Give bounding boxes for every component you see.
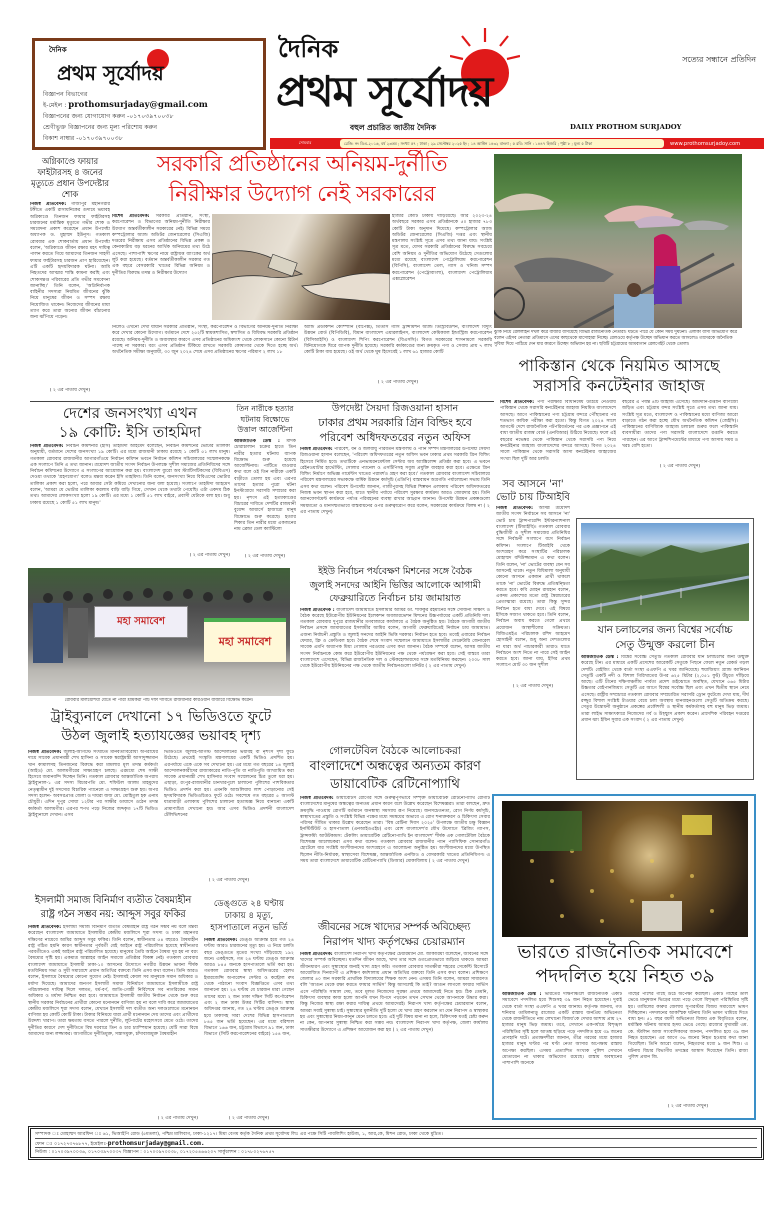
ad-line-5: বিকাশ নাম্বার -০১৭০৩৯৭০০৩৮ <box>43 135 123 142</box>
tribunal-text-right: ভিডিওতে জুলাই-আগস্ট আন্দোলনের ভয়াবহ বা নৃশংস দৃশ্য ফুটে উঠেছে। প্রথমেই সংস্কৃতি মন্ত্রণালয়ের একটি ভিডিও প্রদর্শিত হয়। এরপর্যায়ে একে একে সব দেখানো হয়। এর মধ্যে গত বছরের ১৪ জুলাই আন্দোলনকারীদের রাজাকারের নাতি-পুতি বা নাতিপুতি আখ্যায়িত করা সাবেক প্রধানমন্ত্রী শেখ হাসিনার সংবাদ সম্মেলনের চিত্র তুলে ধরা হয়। এছাড়া, রংপুর-রাজধানীর চানখারপুলে চালানো পুলিশের পাশবিকতার ভিডিও প্রদর্শন করা হয়। এমনকি আশুলিয়ায় লাশ পোড়ানোর সেই হৃদয়বিদারক ভিডিওচিত্রও ফুটে ওঠে। সবশেষে গত বছরের ৫ আগস্ট যাত্রাবাড়ী এলাকায় পুলিশের চালানো হত্যাযজ্ঞ নিয়ে বানানো একটি প্রামাণ্যচিত্র দেখানো হয়। আর এসব ভিডিও প্রদর্শনী বাংলাদেশ টেলিভিশনের <box>164 750 294 818</box>
diabetic-headline-2[interactable]: ডায়াবেটিক রেটিনোপ্যাথি <box>330 777 460 792</box>
ad-email-line <box>43 100 255 111</box>
food-headline-1[interactable]: জীবনের সঙ্গে খাদ্যের সম্পর্ক অবিচ্ছেদ্য <box>318 921 470 933</box>
lead-text-bottom-right: অ্যান্ড প্রডাকশন কোম্পানি (বাপেক্স), তিতাস গ্যাস ট্রান্সমিশন অ্যান্ড ডিস্ট্রিবিউশন, বাংলাদেশ বিদ্যুৎ উন্নয়ন বোর্ড (বিপিডিবি), বিমান বাংলাদেশ এয়ারলাইনস, বাংলাদেশ কেমিক্যাল ইন্ডাস্ট্রিজ করপোরেশন (বিসিআইসি) ও বাংলাদেশ শিপিং করপোরেশন (বিএসসি)। বিগত সরকারের শাসনামলে সরকারি বিনিয়োগকে ঘিরে ব্যাপক দুর্নীতি হয়েছে। সরকারি কর্মকাণ্ডের জন্য ক্রয়কৃত পণ্য ও সেবায় প্রায় ৭ লাখ কোটি টাকা ব্যয় হয়েছে। ওই অর্থ থেকে ঘুষ হিসেবেই ১ লাখ ৬১ হাজার কোটি <box>304 325 492 356</box>
lead-body-bottom-right <box>304 325 492 375</box>
article-no-vote <box>496 478 570 692</box>
green-byline: নিজস্ব প্রতিবেদক: <box>300 447 333 452</box>
argentina-continued[interactable]: ( ২ এর পাতায় দেখুন) <box>244 554 286 559</box>
diabetic-kicker: গোলটেবিল বৈঠকে আলোচকরা <box>329 745 461 757</box>
dengue-continued[interactable]: ( ২ এর পাতায় দেখুন) <box>228 1116 270 1121</box>
eu-continued[interactable]: ( ২ এর পাতায় দেখুন) <box>425 664 466 670</box>
rally-banner-2 <box>204 618 286 662</box>
green-kicker: উপদেষ্টা সৈয়দা রিজওয়ানা হাসান <box>331 403 459 414</box>
footer-line-3: নিউজ : ০১৭০৩৯৭০০৩৬, ০১৭০৩৯৭০০৩৭ বিজ্ঞাপন : ০১৭০৩৯৭০০৩৮, ০১৭২০৫৪৬৬২০৭ সার্কুলেশন : ০১৭৮০২৭৬৭৫৭ <box>35 1150 275 1155</box>
argentina-body <box>234 439 296 552</box>
no-vote-continued[interactable]: ( ২ এর পাতায় দেখুন) <box>512 684 554 689</box>
footer-imprint <box>28 1126 764 1160</box>
ad-line-4: শ্রেণীভুক্ত বিজ্ঞাপনের জন্য মূল্য পরিশোধ করুন <box>43 124 158 131</box>
eu-body <box>300 608 490 734</box>
fire-text: গাজীপুর মহানগরীর টঙ্গীতে একটি রাসায়নিকের গুদামে ভয়াবহ অগ্নিকাণ্ডে তিনজন ফায়ার ফাইটারসহ চারজনের মর্মান্তিক মৃত্যুতে গভীর শোক ও সমবেদনা প্রকাশ করেছেন প্রধান উপদেষ্টা অধ্যাপক ড. মুহাম্মদ ইউনূস। গতকাল রোববার এক শোকবার্তায় প্রধান উপদেষ্টা বলেন, 'অগ্নিকাণ্ডে জীবন রক্ষার মহৎ দায়িত্ব পালন করতে গিয়ে আমাদের তিনজন সাহসী ফায়ার ফাইটারসহ চারজন প্রাণ হারিয়েছেন। এটি একটি হৃদয়বিদারক ঘটনা। আমি নিহতদের আত্মার শান্তি কামনা করছি এবং শোকসন্তপ্ত পরিবারের প্রতি গভীর সমবেদনা জানাচ্ছি।' তিনি বলেন, 'অগ্নিনির্বাপক বাহিনীর সদস্যরা নিয়মিত জীবনের ঝুঁকি নিয়ে মানুষের জীবন ও সম্পদ রক্ষায় নিয়োজিত থাকেন। নিজেদের জীবনের মায়া ত্যাগ করে তারা অন্যের জীবন বাঁচানোর জন্য ঝাঁপিয়ে পড়েন। <box>30 202 110 321</box>
lead-text-bottom-left: নিলেও এখনো দেখা যায়নি সরকারি প্রতিষ্ঠান, সংস্থা, করপোরেশন ও বিভাগের অনিয়ম-দুর্নীতি নিরীক্ষা করে দেখার কোনো উদ্যোগ। বর্তমানে দেশে ২৫২টি স্বায়ত্তশাসিত, স্বশাসিত ও বিধিবদ্ধ সরকারি প্রতিষ্ঠান রয়েছে। অনিয়ম-দুর্নীতি ও অব্যবস্থার কারণে এসব প্রতিষ্ঠানের অধিকাংশ থেকে লোকসানে কোনো রিটার্ন পাচ্ছে না সরকার। বরং এসব প্রতিষ্ঠান টিকিয়ে রাখতে সরকারি কোষাগার থেকে দিতে হচ্ছে অর্থ। অর্থনৈতিক সমীক্ষা অনুযায়ী, ৩০ জুন ২০২৪ শেষে এসব প্রতিষ্ঠানের ঋণের পরিমাণ ২ লাখ ১৮ <box>112 325 298 356</box>
ad-line-1: বিজ্ঞাপন বিভাগের <box>43 91 88 98</box>
article-food <box>300 920 488 1124</box>
lead-byline: বিশেষ প্রতিবেদক: <box>112 214 150 219</box>
tribunal-text-left: জুলাই-আগস্টে সংঘটিত মানবতাবিরোধী অপরাধের দায়ে সাবেক প্রধানমন্ত্রী শেখ হাসিনা ও সাবেক স্বরাষ্ট্রমন্ত্রী আসাদুজ্জামান খান কামালসহ তিনজনের বিরুদ্ধে করা মামলার মূল তদন্ত কর্মকর্তা (আইও) মো. আলমগীরের সাক্ষ্যগ্রহণ চলছে। এরমধ্যে শেষ সাক্ষী হিসেবে জবানবন্দি দিচ্ছেন তিনি। গতকাল রোববার আন্তর্জাতিক অপরাধ ট্রাইব্যুনাল-১ এর সদস্য বিচারপতি মো. শফিউল আলম মাহমুদের নেতৃত্বাধীন দুই সদস্যের বিচারিক প্যানেলে এ সাক্ষ্যগ্রহণ শুরু হয়। অপর সদস্য হলেন- অবসরপ্রাপ্ত জেলা ও দায়রা জজ মো. মোহিতুল হক এনাম চৌধুরী। এদিন দুপুর সোয়া ১২টার পর সাক্ষীর ডায়াসে ওঠেন তদন্ত কর্মকর্তা আলমগীর। এরপর শপথ পড়ে নিজের জব্দকৃত ১৭টি ভিডিও ট্রাইব্যুনালে দেখান। এসব <box>28 750 158 818</box>
bridge-text: বিশ্বের সর্বোচ্চ সেতুটি গতকাল রোববার যান চলাচলের জন্য উন্মুক্ত করেছে চীন। এর মাধ্যমে একটি প্রদেশের আরেকটি সেতুকে পিছনে ফেলে নতুন রেকর্ড গড়ল দেশটি। বেইজিং থেকে বার্তা সংস্থা এএফপি এ খবর জানিয়েছে। হুয়াজিয়াং গ্র্যান্ড ক্যানিয়ন সেতুটি একটি নদী ও বিশাল গিরিখাতের উপর ৬২৫ মিটার (২,০৫১ ফুট) উঁচুতে দাঁড়িয়ে আছে। এটি চীনের দক্ষিণাঞ্চলীয় পার্বত্য প্রদেশ গুইঝোতে অবস্থিত, যেখানে ৫৬৫ মিটার উচ্চতার বেইপানজিয়াং সেতুটি এর আগে বিশ্বের সর্বোচ্চ ছিল এবং এখন দ্বিতীয় স্থানে নেমে এসেছে। রাষ্ট্রীয় সম্প্রচারে গতকাল রোববার সম্প্রচারিত সরাসরি ড্রোন ফুটেজে দেখা যায়, দীর্ঘ রজ্জুর বিশাল সংশ্লিষ্ট টাওয়ার বেয়ে চলা অবস্থায় যানবাহনগুলো সেতুটি অতিক্রম করছে। সেতুর উদ্বোধনী অনুষ্ঠানে প্রকল্পের প্রকৌশলী ও স্থানীয় কর্মকর্তাসহ বহু মানুষ ভিড় জমায়। তারা লাইভ সাক্ষাৎকারে নিজেদের গর্ব ও উচ্ছ্বাস প্রকাশ করেন। প্রাদেশিক পরিবহন দপ্তরের প্রধান ঝাং ইয়িন সুবার এক সংবাদ <box>581 655 749 723</box>
argentina-byline: আন্তর্জাতিক ডেস্ক : <box>234 439 280 444</box>
article-fire <box>30 156 110 396</box>
islami-text: ইসলামী সমাজ বিনির্মাণ ব্যতীত বৈষম্যহীন রাষ্ট্র গঠন সম্ভব নয় বলে মন্তব্য করেছেন বাংলাদেশ জামায়াতে ইসলামীর কেন্দ্রীয় মজলিসে শূরা সদস্য ও ঢাকা মহানগর দক্ষিণের নায়েবে আমির আব্দুস সবুর ফকির। তিনি বলেন, স্বাধীনতার ৫৪ বছরেও বৈষম্যহীন রাষ্ট্র গঠিত হয়নি কারণ স্বাধীনতার পূর্ববর্তী যেই আইনে রাষ্ট্র পরিচালিত হয়েছে স্বাধীনতার পরবর্তীতেও একই আইনে রাষ্ট্র পরিচালিত হয়েছে। মানুষের তৈরি আইনে বৈষম্য দূর হয় না বরং বৈষম্যের সৃষ্টি হয়। একমাত্র আল্লাহর আইন সমাজে প্রতিষ্ঠার বিকল্প নেই। গতকাল রোববার বাংলাদেশ জামায়াতে ইসলামী ঢাকা-১০ আসনের উদ্যোগে নগরীর উন্নয়ন ভাবনা শীর্ষক মতবিনিময় সভা ও সুধী সমাবেশে প্রধান অতিথির বক্তব্যে তিনি এসব কথা বলেন। তিনি আরও বলেন, ইসলামে বৈষম্যের কোনো সুযোগ নেই। ইসলামই কেবল সব মানুষকে সমান অধিকার ও মর্যাদা দিয়েছে। আমাদের জনগণ ইসলামী সমাজ বিনির্মাণে জামায়াতে ইসলামীকে রাষ্ট্র পরিচালনার দায়িত্ব দিলে দলমত, ধর্ম-বর্ণ, জাতি-গোষ্ঠী নির্বিশেষে সব নাগরিকের সমান অধিকার ও মর্যাদা নিশ্চিত করা হবে। জামায়াতে ইসলামী জাতীয় নির্বাচন থেকে শুরু করে স্থানীয় সরকার নির্বাচনের প্রার্থীরা কোনো মনোনয়ন বাণিজ্য হয় না বলে দাবি করে জামায়াতের কেন্দ্রীয় মজলিসে শূরা সদস্য বলেন, যেখানে ইসলামী দল ব্যতীত অন্য দলগুলোতে মনোনয়ন বাণিজ্য হয় কোটি কোটি টাকা। টাকার বিনিময়ে যারা প্রার্থী মনোনয়ন দেয় তাদের এবং প্রার্থীদের উদ্দেশ্য খারাপ। তারা ক্ষমতায় বসতে পারলে দুর্নীতি, লুটপাটের মহোৎসবে মেতে ওঠে। তাদের দুর্নীতির কারণে দেশ দুর্নীতিতে বিশ্ব দরবারে তিন ও চার চ্যাম্পিয়ান হয়েছে। যেটি সারা বিশ্বে আমাদের জন্য লজ্জাকর। আগামীতে দুর্নীতিমুক্ত, সন্ত্রাসমুক্ত, চাঁদাবাজমুক্ত বৈষম্যহীন <box>28 925 198 1038</box>
footer-line-1: সম্পাদক ঃ মোহাম্মদ আরফিন ঃ ৬১, ভিআইপি রোড (৫মতলা), পশ্চিম মালিবাগ, ঢাকা-১২১৭। মিমা বেগম কর্তৃক দৈনিক প্রথম সূর্যোদয় লিঃ এর পক্ষে সিটি পাবলিশিং হাউজ, ১, আর,কে, মিশন রোড, ঢাকা থেকে মুদ্রিত। <box>35 1130 757 1139</box>
no-vote-body <box>496 506 570 682</box>
lead-text-left: সরকারি প্রতিষ্ঠান, সংস্থা, করপোরেশন ও বিভাগের অনিয়ম-দুর্নীতি নিরীক্ষার উদ্যোগ অন্তর্বর্তীকালীন সরকারের নেই। বিভিন্ন সময়ে কম্পট্রোলার অ্যান্ড অডিটর জেনারেলের (সিএজি) দপ্তরের নিরীক্ষায় এসব প্রতিষ্ঠানের বিভিন্ন প্রকল্প ও কেনাকাটায় বড় ধরনের আর্থিক অনিয়মের তথ্য উঠে এসেছে। পাশাপাশি ঋণের নামে রাষ্ট্রায়ত্ত ব্যাংকের অর্থ লুট করা হয়েছে। বর্তমান অন্তর্বর্তীকালীন সরকার গত এক বছরে বেসরকারি খাতের বিভিন্ন অনিয়ম ও দুর্নীতির বিরুদ্ধে তদন্ত ও নিরীক্ষার উদ্যোগ <box>112 214 210 276</box>
footer-phone: ফোন ঃ ০১৭২৭৩৭৬৮৭৭, ইমেইলঃ- <box>35 1142 108 1147</box>
population-text: নির্বাচন কমিশনার (ইসি) তাহমিদা আহমেদ বলেছেন, নির্বাচন কমিশনের ভোটার তালিকা অনুযায়ী, বর্তমানে দেশের জনসংখ্যা ১৯ কোটি। এর মধ্যে রাজধানী ঢাকায় রয়েছে ১ কোটি ৫১ লাখ মানুষ। গতকাল রোববার রাজধানীর আগারগাঁওয়ে নির্বাচন কমিশন ভবনে নির্বাচন কমিশন সচিবালয়ের সম্মেলনকক্ষে এক সংলাপে তিনি এ তথ্য জানান। ত্রয়োদশ জাতীয় সংসদ নির্বাচন উপলক্ষে সুশীল সমাজের প্রতিনিধিদের সঙ্গে নির্বাচন কমিশনের উদ্যোগে এ সংলাপের আয়োজন করা হয়। বাংলাদেশ ব্যুরো অব স্ট্যাটিসটিকসের (বিবিএস) দেওয়া তথ্যকে 'গ্রহণযোগ্য' বলেও মন্তব্য করেন ইসি তাহমিদা। তিনি বলেন, জনসংখ্যা নিয়ে বিবিএসের ভোটার তালিকা প্রকাশ করা হলো, পরে আবার সেটা কমিয়ে দেখানোর জন্য বলা হয়েছে। সংলাপে তাহমিদা আহমেদ বলেন, 'আমরা যে ভোটার তালিকা করলাম বাড়ি বাড়ি গিয়ে, সেখান থেকে তথ্যটা পেয়েছি। এটা একদম ঠিক তথ্য। আমাদের লোকসংখ্যা হলো ১৯ কোটি। এর মধ্যে ১ কোটি ৫১ লাখ বাইরে, প্রবাসী যেটাকে বলা হয়। শুধু ঢাকায় রয়েছে ১ কোটি ৫১ লাখ মানুষ।' <box>30 444 230 506</box>
date-strip <box>270 138 764 149</box>
islami-headline-2[interactable]: রাষ্ট্র গঠন সম্ভব নয়: আব্দুস সবুর ফকির <box>40 909 186 920</box>
dengue-headline[interactable]: ডেঙ্গুতে ২৪ ঘণ্টায় ঢাকায় ৪ মৃত্যু, হাসপাতালে নতুন ভর্তি <box>210 899 288 933</box>
green-text: পরিবেশ, বন ও জলবায়ু পরিবর্তন মন্ত্রণালয় ও পানি সম্পদ মন্ত্রণালয়ের উপদেষ্টা সৈয়দা রিজওয়ানা হাসান বলেছেন, 'পরিবেশ অধিদফতরের নতুন অফিস ভবন ঢাকার প্রথম সরকারি গ্রিন বিল্ডিং হিসেবে নির্মিত হবে। তথ্যটিকে এনভায়রনমেন্টাল সেন্টার অব অ্যাক্সিলেন্স প্রতিষ্ঠা করা হবে। এ ভবনে রেইনওয়াটার হার্ভেস্টিং, সোলার প্যানেল ও এসটিপিসহ সবুজ প্রযুক্তি ব্যবহার করা হবে। এক্ষেত্রে গ্রিন বিল্ডিং নির্মাণে অভিজ্ঞ গার্মেন্টস খাতের পরামর্শও গ্রহণ করা হবে।' গতকাল রোববার বাংলাদেশ সচিবালয়ে পরিবেশ মন্ত্রণালয়ের সভাকক্ষে বার্ষিক উন্নয়ন কর্মসূচি (এডিপি) বাস্তবায়ন অগ্রগতি পর্যালোচনা সভায় তিনি এসব কথা বলেন। পরিবেশ উপদেষ্টা জানান, গাজীপুরসহ বিভিন্ন শিল্পঘন এলাকায় পরিবেশ অধিদফতরের নিজস্ব ভবন স্থাপন করা হবে, যাতে স্থানীয় পর্যায়ে পরিবেশ সুরক্ষার কার্যক্রম আরও জোরদার হয়। তিনি অ্যানফোর্সমেন্ট কার্যক্রমে পর্যাপ্ত পরিবহনের ব্যবস্থা রাখার আহ্বান জানান। উপদেষ্টা উন্নয়ন প্রকল্পগুলো সময়মতো ও মানসম্মতভাবে বাস্তবায়নের ওপর গুরুত্বারোপ করে বলেন, সরকারের কার্যক্রমে বিলম্ব না <box>300 447 490 509</box>
india-byline: আন্তর্জাতিক ডেস্ক : <box>502 992 542 997</box>
lead-photo-bribe <box>212 214 390 320</box>
india-body-left <box>502 992 622 1112</box>
eu-byline: নিজস্ব প্রতিবেদক : <box>300 607 335 613</box>
bridge-headline-2[interactable]: সেতু উন্মুক্ত করলো চীন <box>615 639 715 651</box>
article-argentina <box>234 404 296 562</box>
article-eu <box>300 565 490 739</box>
fire-byline: নিজস্ব প্রতিবেদক: <box>30 202 67 207</box>
population-body <box>30 444 230 551</box>
pakistan-continued[interactable]: ( ২ এর পাতায় দেখুন) <box>659 464 701 469</box>
article-pakistan <box>494 356 744 476</box>
article-bridge <box>576 518 754 780</box>
article-india <box>492 794 756 1120</box>
islami-body <box>28 925 198 1114</box>
islami-byline: নিজস্ব প্রতিবেদক: <box>28 925 62 930</box>
pakistan-text-left: পণ্য পরীক্ষার বিধিনিষেধ উঠিয়ে নেওয়ায় পাকিস্তান থেকে সরাসরি কনটেইনার জাহাজ নিয়মিত বাংলাদেশে আসছে। আগে পাকিস্তানের পণ্য চট্টগ্রাম বন্দরে পৌঁছানোর পর শতভাগ কায়িক পরীক্ষা করা হতো। কিন্তু বিগত ২০২৪ সালে আগস্টে দেশে রাজনৈতিক পটপরিবর্তনের পর এক প্রজ্ঞাপনে এই বাধা জাতীয় রাজস্ব বোর্ড (এনবিআর) উঠিয়ে নিয়েছে। ফলে এই বছরের নভেম্বর থেকে পাকিস্তান থেকে সরাসরি পণ্য নিয়ে কনটেইনার জাহাজ বাংলাদেশের বন্দরে আসছে। বিগত ২০২৪ সালে পাকিস্তান থেকে সরাসরি আসা কনটেইনার জাহাজের সংখ্যা ছিল দুটি আর চলতি <box>500 400 616 462</box>
article-green <box>300 402 490 562</box>
india-headline-1[interactable]: ভারতে রাজনৈতিক সমাবেশে <box>517 941 733 963</box>
india-headline-2[interactable]: পদদলিত হয়ে নিহত ৩৯ <box>535 965 715 987</box>
population-headline-2[interactable]: ১৯ কোটি: ইসি তাহমিদা <box>58 423 202 441</box>
tribunal-body-right <box>164 750 294 876</box>
lead-text-right: হাজার কোটি টাকায় দাঁড়িয়েছে। আর ২০২৩-২৪ অর্থবছরে সরকার এসব প্রতিষ্ঠানকে ৫০ হাজার ৭৮৩ কোটি টাকা অনুদান দিয়েছে। কম্পট্রোলার অ্যান্ড অডিটর জেনারেলের (সিএজি) দপ্তর এবং স্থানীয় মন্ত্রণালয় সংশ্লিষ্ট সূত্রে এসব তথ্য জানা যায়। সংশ্লিষ্ট সূত্র মতে, যেসব সরকারি প্রতিষ্ঠানের বিরুদ্ধে সবচেয়ে বেশি অনিয়ম ও দুর্নীতির অভিযোগ উঠেছে সেগুলোর মধ্যে রয়েছে বাংলাদেশ পেট্রোলিয়াম করপোরেশন (বিপিসি), বাংলাদেশ তেল, গ্যাস ও খনিজ সম্পদ করপোরেশন (পেট্রোবাংলা), বাংলাদেশ পেট্রোলিয়াম এক্সপ্লোরেশন <box>392 214 492 282</box>
pakistan-text-right: বছরের এ পর্যন্ত ৪টি জাহাজ এসেছে। আমদানি-রপ্তানি বাণিজ্যে জড়িত এবং চট্টগ্রাম বন্দর সংশ্লিষ্ট সূত্রে এসব তথ্য জানা যায়। সংশ্লিষ্ট সূত্র মতে, বাংলাদেশ ও পাকিস্তানের মধ্যে বাণিজ্য আরো বাড়াতে গঠন করা হচ্ছে যৌথ অর্থনৈতিক কমিশন (জেইসি)। পাকিস্তানের বাণিজ্যিক জাহাজ চলাচল শুরুর ফলে পাকিস্তানি ব্যবসায়ীরা তাদের পণ্য সরাসরি বাংলাদেশে রপ্তানি করতে পারছেন। এর আগে ট্রান্সশিপমেন্টের মাধ্যমে পণ্য আসায় সময় ও খরচ বেশি হতো। <box>622 400 738 450</box>
dengue-text: ডেঙ্গু আক্রান্ত হয়ে গত ২৪ ঘণ্টায় আরও চারজনের মৃত্যু হয়। এ নিয়ে চলতি বছর ডেঙ্গুতে মৃতের সংখ্যা দাঁড়িয়েছে ১৯২ জনে। একইসঙ্গে, গত ২৪ ঘণ্টায় ডেঙ্গু আক্রান্ত আরও ৮৪৫ জনকে হাসপাতালে ভর্তি করা হয়। গতকাল রোববার স্বাস্থ্য অধিদপ্তরের হেলথ ইমারজেন্সি অপারেশন সেন্টার ও কন্ট্রোল রুম থেকে পাঠানো সংবাদ বিজ্ঞপ্তিতে এসব তথ্য জানানো হয়। ২৪ ঘণ্টায় যে চারজন মারা গেছেন তাদের মধ্যে ২ জন ঢাকা দক্ষিণ সিটি কর্পোরেশন এবং ২ জন ঢাকা উত্তর সিটির বাসিন্দা। স্বাস্থ্য অধিদপ্তর জানায়, গত ২৪ ঘণ্টায় ডেঙ্গু আক্রান্ত হয়ে ঢাকাসহ সারা দেশের বিভিন্ন হাসপাতালে ৮৪৫ জন ভর্তি হয়েছেন। এর মধ্যে বরিশাল বিভাগে ১৬৬ জন, চট্টগ্রাম বিভাগে ৯১ জন, ঢাকা বিভাগে (সিটি করপোরেশনের বাইরে) ১৫৪ জন, <box>204 938 294 1038</box>
pakistan-headline-1[interactable]: পাকিস্তান থেকে নিয়মিত আসছে <box>518 356 720 375</box>
rally-banner-2-text: মহা সমাবেশ <box>218 634 272 648</box>
india-continued[interactable]: ( ২ এর পাতায় দেখুন) <box>667 1104 709 1109</box>
tribunal-byline: নিজস্ব প্রতিবেদক: <box>28 750 62 755</box>
population-continued[interactable]: ( ২ এর পাতায় দেখুন) <box>189 553 230 558</box>
no-vote-byline: নিজস্ব প্রতিবেদক: <box>496 506 533 511</box>
date-day: সোমবার <box>298 140 312 145</box>
article-tribunal <box>28 708 294 890</box>
tribunal-continued[interactable]: ( ২ এর পাতায় দেখুন) <box>208 878 250 883</box>
dengue-body <box>204 938 294 1114</box>
argentina-text: মাদক চোরাচালান চক্রের হাতে তিন নারীর হত্যার ঘটনায় ব্যাপক বিক্ষোভ শুরু হয়েছে আর্জেন্টিনায়। পার্টিতে যাওয়ার কথা বলে ওই তিন নারীকে একটি বাড়ীতে তোলা হয় এবং এরপর তাদের হত্যার পুরো ঘটনা ইনস্টাগ্রামে সরাসরি সম্প্রচার করা হয়। নৃশংস এই হত্যাকাণ্ডের বিচারের দাবিতে দেশটির রাজধানী বুয়েন্স আয়ার্সে হাজারো মানুষ বিক্ষোভে শুরু করেছে। হত্যার শিকার তিন নারীর মধ্যে একজনের নাম ব্রেন্ডা ডেল ক্যাস্টিলো <box>234 439 296 533</box>
masthead-title: প্রথম সূর্যোদয় <box>276 67 493 116</box>
bridge-continued[interactable]: ( ২ এর পাতায় দেখুন) <box>643 717 684 723</box>
article-diabetic <box>300 744 490 918</box>
lead-body-left <box>112 214 210 321</box>
footer-email[interactable]: prothomsurjaday@gmail.com. <box>107 1140 205 1147</box>
pakistan-byline: বিশেষ প্রতিবেদক: <box>500 400 535 405</box>
ad-logo-prefix: দৈনিক <box>49 45 67 54</box>
article-islami <box>28 894 198 1126</box>
argentina-headline[interactable]: তিন নারীকে হত্যার ঘটনায় বিক্ষোভে উত্তাল আর্জেন্টিনা <box>236 404 294 434</box>
article-lead <box>112 150 492 398</box>
food-body <box>300 952 488 1122</box>
lead-headline-2[interactable]: নিরীক্ষার উদ্যোগ নেই সরকারের <box>168 182 436 207</box>
eu-headline-3[interactable]: ফেব্রুয়ারিতে নির্বাচন চায় জামায়াত <box>329 593 461 604</box>
bridge-photo <box>581 523 749 621</box>
ad-logo <box>43 45 255 89</box>
diabetic-continued[interactable]: ( ২ এর পাতায় দেখুন) <box>428 858 470 864</box>
food-text: বাংলাদেশ নিরাপদ খাদ্য কর্তৃপক্ষের চেয়ারম্যান মো. জাকারিয়া বলেছেন, জীবনের সঙ্গে খাদ্যের সম্পর্ক অবিচ্ছেদ্য। যতদিন জীবন আছে, খাদ্য তার সঙ্গে ওতপ্রোতভাবে জড়িয়ে থাকবে। আমরা জীবনধারণ এবং সুস্বাস্থ্যের জন্যই খাদ্য গ্রহণ করি। গতকাল রোববার সাতক্ষীরা শহরের সেকেন্টি রিসোর্টে আয়োজিত দিনব্যাপী এ প্রশিক্ষণ কর্মশালায় প্রধান অতিথির বক্তব্যে তিনি এসব কথা বলেন। প্রশিক্ষণে জেলার ৪০ জন সরকারি প্রাথমিক বিদ্যালয়ের শিক্ষক অংশ নেন। এসময় তিনি বলেন, আমরা সাধারণত বলি 'আগুন থেকে রক্ষা করতে ফায়ার সার্ভিস' কিন্তু আসলেই কি তাই? আগুন লাগলে ফায়ার সার্ভিস এসে পরিস্থিতি সামাল দেয়, তবে মূলত নিজেদের সুরক্ষা প্রথমে আমাদেরই নিতে হয়। ঠিক তেমনি, চিকিৎসা ব্যবস্থার কাজ হলো আপনি যখন বিপদে পড়বেন তখন সেখান থেকে আপনাকে উদ্ধার করা। কিন্তু নিজের স্বাস্থ্য রক্ষা করার দায়িত্ব প্রথমে আমাদেরই। নিরাপদ খাদ্য কর্তৃপক্ষের চেয়ারম্যান বলেন, আমরা সবাই সুস্বাস্থ্য চাই। সুস্বাস্থ্যের মূলনীতি দুটি হলো যে খাদ্য গ্রহণ করলেন তা যেন নিরাপদ ও স্বাস্থ্যকর হয় এবং সুস্বাস্থ্যের নিয়ম-কানুন মেনে চলতে হবে। এই দুটি বিষয় মানা না হলে, চিকিৎসক যতই চেষ্টা করুন না কেন, আপনার সুস্বাস্থ্য নিশ্চিত করা সম্ভব নয়। বাংলাদেশ নিরাপদ খাদ্য কর্তৃপক্ষ, জেলা কার্যালয় সাতক্ষীরার উদ্যোগে এ প্রশিক্ষণ আয়োজন করা হয় <box>300 952 488 1033</box>
green-headline-1[interactable]: ঢাকার প্রথম সরকারি গ্রিন বিল্ডিং হবে <box>318 416 472 429</box>
ad-logo-name: প্রথম সূর্যোদয় <box>57 61 164 85</box>
lead-continued[interactable]: ( ২ এর পাতায় দেখুন) <box>377 380 419 385</box>
rally-photo <box>28 568 290 696</box>
masthead-subtitle: বহুল প্রচারিত জাতীয় দৈনিক <box>350 123 437 132</box>
eu-headline-2[interactable]: জুলাই সনদের আইনি ভিত্তির আলোকে আগামী <box>309 579 481 591</box>
masthead-prefix: দৈনিক <box>278 34 339 63</box>
ad-box <box>32 38 266 150</box>
pakistan-body-right <box>622 400 738 463</box>
islami-headline-1[interactable]: ইসলামী সমাজ বিনির্মাণ ব্যতীত বৈষম্যহীন <box>34 895 192 906</box>
bridge-body <box>581 655 749 775</box>
bridge-byline: আন্তর্জাতিক ডেস্ক : <box>581 655 619 660</box>
masthead-tagline: সত্যের সন্ধানে প্রতিদিন <box>682 55 756 64</box>
tribunal-headline-2[interactable]: উঠল জুলাই হত্যাযজ্ঞের ভয়াবহ দৃশ্য <box>61 728 261 744</box>
food-continued[interactable]: ( ২ এর পাতায় দেখুন) <box>392 1027 433 1033</box>
diabetic-byline: নিজস্ব প্রতিবেদক: <box>300 796 334 801</box>
fire-body <box>30 202 110 384</box>
rally-banner-1-text: মহা সমাবেশ <box>117 615 165 627</box>
diabetic-body <box>300 796 490 909</box>
eu-headline-1[interactable]: ইইউ নির্বাচন পর্যবেক্ষণ মিশনের সঙ্গে বৈঠক <box>318 566 472 577</box>
india-photo <box>502 801 748 937</box>
ad-email-label: ই-মেইল : <box>43 102 67 109</box>
lead-headline-1[interactable]: সরকারি প্রতিষ্ঠানের অনিয়ম-দুর্নীতি <box>156 152 448 177</box>
population-headline-1[interactable]: দেশের জনসংখ্যা এখন <box>62 404 198 422</box>
lead-body-bottom-left <box>112 325 298 388</box>
ad-line-3: বিজ্ঞাপনের জন্য যোগাযোগ করুন -০১৭০৩৯৭০০৩৮ <box>43 113 174 120</box>
rally-photo-caption: রোববার মালয়েশিয়া যেতে না পারা শ্রমিকরা পাঁচ দফা দাবিতে রাজধানীর কারওয়ান বাজারে বিক্ষোভ করেন। <box>64 698 254 703</box>
issue-info: রেজি: নং ডিএ-২০১৬, বর্ষ ২৩তম ; সংখ্যা ৫৭ ; ঢাকা ; ২৯ সেপ্টেম্বর ২০২৫ ইং ; ১৪ আশ্বিন ১৪৩২ বাংলা ; ৫ রবি: সানি : ১৪৪৭ হিজরি ; পৃষ্ঠা ৮ ; মূল্য ৫ টাকা <box>340 139 664 148</box>
tribunal-headline-1[interactable]: ট্রাইব্যুনালে দেখানো ১৭ ভিডিওতে ফুটে <box>50 709 272 725</box>
green-body <box>300 447 490 560</box>
green-headline-2[interactable]: পরিবেশ অধিদফতরের নতুন অফিস <box>319 431 471 444</box>
tribunal-body-left <box>28 750 158 882</box>
diabetic-headline-1[interactable]: বাংলাদেশে অন্ধত্বের অন্যতম কারণ <box>309 759 481 774</box>
rail-photo-caption: ঝুঁকি নিয়ে রেললাইন দখল করে বাজার বসিয়েছে বিভিন্ন রাজনৈতিক নেতারা। ঘটতে পারে যে কোন সময় দুর্ঘটনা। এলাকা বাসী অভিযোগ করে বলেন এইসব নেতারা প্রতিমাসে এদের কাছথেকে মাসোহারা নিচ্ছে। রেলওয়ে কর্তৃপক্ষ উচ্ছেদ অভিযান করতে আসলেও তাদেরকে অনৈতিক সুবিধা দিয়ে পাঠিয়ে দেন যার কারণে উচ্ছেদ অভিযান হয় না। ছবিটি চট্টগ্রামের আমবাগান রেলগেইট থেকে তোলা। <box>494 330 737 347</box>
lead-body-right <box>392 214 492 321</box>
pakistan-body-left <box>500 400 616 469</box>
no-vote-text: আসন্ন ত্রয়োদশ জাতীয় সংসদ নির্বাচনে সব আসনে 'না' ভোট চায় ট্রান্সপারেন্সি ইন্টারন্যাশনাল বাংলাদেশ (টিআইবি)। গতকাল রোববার বুদ্ধিজীবী ও সুশীল সমাজের প্রতিনিধির সঙ্গে নির্বাচনী সংলাপে বসে নির্বাচন কমিশন। সংলাপে টিআইবি থেকে অংশগ্রহণ করে সংস্থাটির পরিচালক মোহাম্মদ বদিউজ্জামান এ কথা বলেন। তিনি বলেন, 'না' ভোটের ব্যবস্থা যেন সব আসনেই থাকে। নতুন বিধিমালা অনুযায়ী কোনো আসনে একজন প্রার্থী থাকলে তাকে 'না' ভোটের বিরুদ্ধে প্রতিদ্বন্দ্বিতা করতে হবে। কবি মোহন রায়হান বলেন, একদম প্রকাশ্যের মতো রাষ্ট্র স্বৈরাচারের প্রেতাত্মারা রয়েছে। তারা কিন্তু সুন্দর নির্বাচন হতে বাধা দেবে। এই বিষয়ে ইসিকে সজাগ থাকতে হবে। তিনি বলেন, নির্বাচন অবাধ করতে গেলে প্রথমে প্রয়োজন আস্থাশীলের সক্রিয়তা। বিজিএমইএ পরিচালক রশিদ আহমেদ হোসাইনী বলেন, শুধু অন্য দেশগুলোর না যারা অর্থ পাচারকারী তারাও যাতে নির্বাচনে অংশ নিতে না পারে সেই আইন করতে হবে। জানা যায়, ইসির প্রথম সংলাপে মোট ৩০ জন সুশীল <box>496 506 570 669</box>
article-population <box>30 404 230 562</box>
fire-headline[interactable]: অগ্নিকাণ্ডে ফায়ার ফাইটারসহ ৪ জনের মৃত্যুতে প্রধান উপদেষ্টার শোক <box>30 156 109 199</box>
masthead-english-name: DAILY PROTHOM SURJADOY <box>570 123 682 131</box>
footer-line-2 <box>35 1139 757 1148</box>
pakistan-headline-2[interactable]: সরাসরি কনটেইনার জাহাজ <box>533 376 705 395</box>
no-vote-headline[interactable]: সব আসনে 'না' ভোট চায় টিআইবি <box>496 479 570 503</box>
ad-email[interactable]: prothomsurjaday@gmail.com <box>68 100 208 110</box>
masthead <box>270 28 762 136</box>
dengue-byline: নিজস্ব প্রতিবেদক: <box>204 938 238 943</box>
diabetic-text: ডায়াবেটিস রোগের সঙ্গে গুরুত্বপূর্ণভাবে সম্পৃক্ত ডায়াবেটিক রেটিনোপ্যাথি রোগটি বাংলাদেশের মানুষের অন্ধত্বের অন্যতম প্রধান কারণ বলে উল্লেখ করেছেন বিশেষজ্ঞরা। তারা বলছেন, দ্রুত ক্রমবৃদ্ধি পাওয়ায় রোগটি বর্তমানে জনস্বাস্থ্য সমস্যায় রূপ নিয়েছে। জনসচেতনতা, রোগ নির্ণয় কর্মসূচি, স্বাস্থ্যখাতের প্রস্তুতি ও সংশ্লিষ্ট বিভিন্ন পক্ষের মধ্যে সমন্বয়ের অভাবে এ রোগ শনাক্তকরণ ও চিকিৎসা সেবার পরিসর সীমিত থাকার উল্লেখ করেছেন তারা। 'বিশ্ব রেটিনা দিবস ২০২৫' উপলক্ষে জাতীয় চক্ষু বিজ্ঞান ইনস্টিটিউট ও হাসপাতাল (এনআইওএইচ) এবং রোশ বাংলাদেশ'র যৌথ উদ্যোগে 'ব্রিজিং গ্যাপস, ট্রান্সফর্মিং আউটকামস: টেকলিং ডায়াবেটিক রেটিনোপ্যাথি ইন বাংলাদেশ' শীর্ষক এক গোলটেবিল বৈঠকে বিশেষজ্ঞ আলোচকরা এসব কথা বলেন। গতকাল রোববার রাজধানীর প্যান প্যাসিফিক সোনারগাঁও হোটেলে যার সংশ্লিষ্ট অংশীজনদের অংশগ্রহণে এ আলোচনা অনুষ্ঠিত হয়। অংশীজনদের মধ্যে উপস্থিত ছিলেন নীতি-নির্ধারক, স্বাস্থ্যসেবা বিশেষজ্ঞ, আন্তর্জাতিক এনজিও ও বেসরকারি খাতের প্রতিনিধিগণ। এ সময় তারা বাংলাদেশে ডায়াবেটিক রেটিনোপ্যাথি (ডিআর) মোকাবিলায় <box>300 796 490 864</box>
islami-continued[interactable]: ( ২ এর পাতায় দেখুন) <box>157 1116 198 1121</box>
fire-continued[interactable]: ( ২ এর পাতায় দেখুন) <box>49 388 91 393</box>
website-link[interactable]: www.prothomsurjadoy.com <box>670 140 741 147</box>
bridge-headline-1[interactable]: যান চলাচলের জন্য বিশ্বের সর্বোচ্চ <box>597 624 733 636</box>
population-byline: নিজস্ব প্রতিবেদক: <box>30 444 64 449</box>
rail-photo <box>494 154 742 328</box>
green-continued[interactable]: ( ২ এর পাতায় দেখুন) <box>300 503 490 515</box>
india-text-left: ভারতের দক্ষিণাঞ্চলে রাজনৈতিক একটি সমাবেশে পদদলিত হয়ে শিশুসহ ৩৯ জন নিহত হয়েছেন। দুবাই থেকে বার্তা সংস্থা এএফপি এ খবর জানায়। কর্তৃপক্ষ জানায়, গত শনিবার তামিলনাড়ু রাজ্যের একটি রাস্তায় জনপ্রিয় অভিনেতা থেকে রাজনীতিতে নাম লেখানো বিজয়'কে দেখার আশায় প্রায় ২৭ হাজার মানুষ ভিড় জমায়। তবে, সেখানে একপর্যায়ে বিশৃঙ্খল পরিস্থিতির সৃষ্টি হলে আতঙ্ক ছড়িয়ে পড়ে পদদলিত হয়ে ৩৯ জনের প্রাণহানি ঘটে। প্রত্যক্ষদর্শীরা জানান, তীব্র গরমের মধ্যে হাজার হাজার মানুষ ঘণ্টার পর ঘণ্টা নেতা আসার অপেক্ষায় রাস্তায় অপেক্ষা করছিল। এসময় প্রত্যাশিত সংখ্যক পুলিশ সেখানে মোতায়েন না থাকার অভিযোগ রয়েছে। রাস্তায় অবস্থানের পাশাপাশি অনেকে <box>502 992 622 1067</box>
rally-banner-1 <box>94 606 188 638</box>
article-dengue <box>204 898 294 1126</box>
food-byline: নিজস্ব প্রতিবেদক: <box>300 952 333 957</box>
eu-text: বাংলাদেশ জামায়াতে ইসলামীর আমির ডা. শফিকুর রহমানের সঙ্গে সৌজন্য সাক্ষাৎ ও বৈঠক করেছে ইউরোপীয় ইউনিয়নের ইলেকশন অবজারভেশন মিশনের উচ্চপর্যায়ের একটি প্রতিনিধি দল। গতকাল রোববার দুপুরে রাজধানীর মগবাজারে কার্যালয়ে এ বৈঠক অনুষ্ঠিত হয়। বৈঠকে আগামী জাতীয় নির্বাচন প্রসঙ্গে জামায়াতের ইসলামীর আমির বলেন, আগামী ফেব্রুয়ারিতেই নির্বাচন চায় জামায়াত। এজন্য নির্বাচনী প্রস্তুতি ও জুলাই সনদের আইনি ভিত্তি দরকার। নির্বাচন হতে হবে। তবেই এবারের নির্বাচন ফেয়ার, ফ্রি ও ক্রেডিবল হবে। বৈঠক শেষে সংবাদ সম্মেলনে জামায়াতে ইসলামীর সেক্রেটারি জেনারেল সাবেক এমপি অধ্যাপক মিয়া গোলাম পরওয়ার এসব কথা জানান। বৈঠক সম্পর্কে বলেন, আসন্ন জাতীয় সংসদ নির্বাচনকে কেন্দ্র করে ইউরোপীয় ইউনিয়নের পক্ষ থেকে পর্যবেক্ষণ করা হবে। সেই বাস্তবে তারা বাংলাদেশে এসেছেন, বিভিন্ন রাজনৈতিক দল ও স্টেকহোল্ডারদের সঙ্গে মতবিনিময় করছেন। ২০০৮ সাল থেকে ইউরোপীয় ইউনিয়নের পক্ষ থেকে জাতীয় নির্বাচনগুলো মনিটর <box>300 607 490 670</box>
india-body-right <box>628 992 748 1099</box>
india-text-right: গাছের পাশের গাছে উঠে অপেক্ষা করছিল। একটি গাছের ডাল ভেঙে মানুষজন ভিড়ের মধ্যে পড়ে গেলে বিশৃঙ্খল পরিস্থিতির সৃষ্টি হয়। তামিলের কারুর জেলায় সুপারস্টার বিজয় সমাবেশে ভাষণ দিচ্ছিলেন। পদদলনের আকস্মিক ঘটনায় তিনি ভাষণ থামিয়ে দিতে বাধ্য হন। ৫১ বছর বয়সী অভিনেতা বিজয় এক বিবৃতিতে বলেন, মর্মান্তিক ঘটনায় আমার হৃদয় ভেঙে গেছে। রাজ্যের মুখ্যমন্ত্রী এম. কে. স্টালিন আজ সাংবাদিকদের জানান, পদদলিত হয়ে ৩৯ জন নিহত হয়েছেন। এর আগে ৩৬ জনের নিহত হওয়ার কথা জানা গিয়েছিল। তিনি আরো বলেন, নিহতদের মধ্যে ৯ জন শিশু। এ ঘটনায় বিচার বিভাগীয় তদন্তের আশ্বাস দিয়েছেন তিনি। রাজ্য পুলিশ প্রধান জি. <box>628 992 748 1060</box>
food-headline-2[interactable]: নিরাপদ খাদ্য কর্তৃপক্ষের চেয়ারম্যান <box>323 936 465 948</box>
